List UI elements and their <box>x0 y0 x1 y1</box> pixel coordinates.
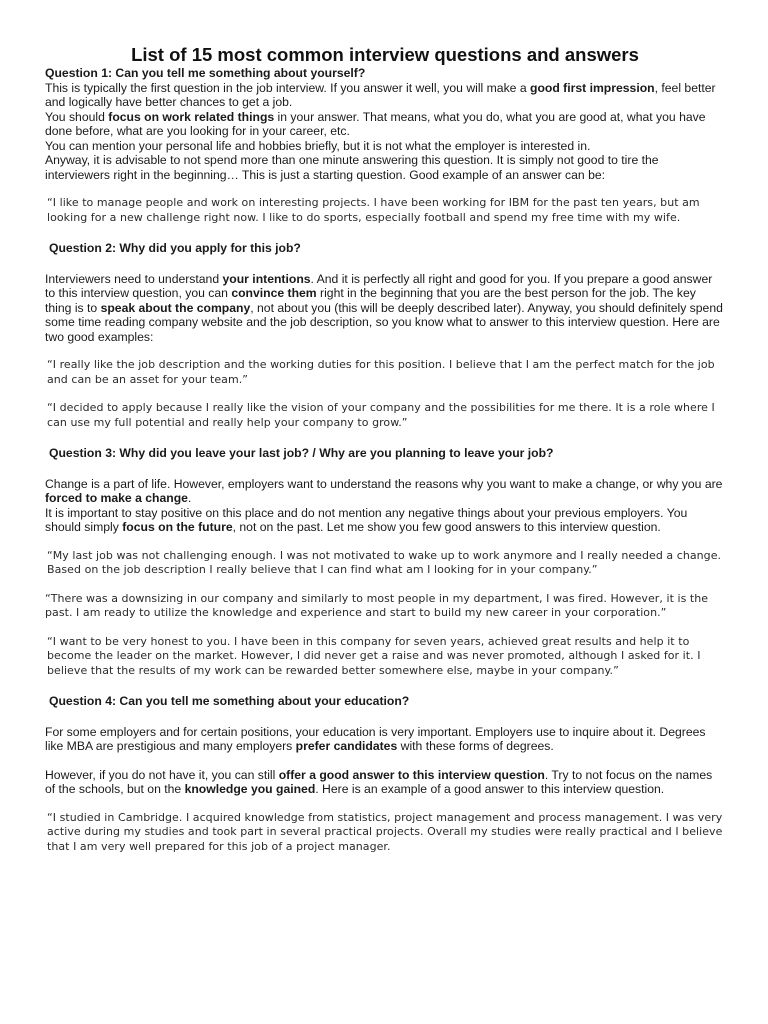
q3-paragraph-1 <box>45 477 725 506</box>
q3-example-answer-1: “My last job was not challenging enough. I was not motivated to wake up to work anymore and I really needed a change. Based on the job description I really believe that I can find what am I looking for in your company.” <box>47 548 722 576</box>
q3-example-answer-3: “I want to be very honest to you. I have been in this company for seven years, achieved great results and help it to become the leader on the market. However, I did never get a raise and was never promoted, although I asked for it. I believe that the results of my work can be rewarded better somewhere else, maybe in your company.” <box>47 634 701 677</box>
q3-example-answer-2: “There was a downsizing in our company and similarly to most people in my department, I was fired. However, it is the past. I am ready to utilize the knowledge and experience and start to build my new career in your corporation.” <box>45 591 709 619</box>
q3-p1-bold: forced to make a change <box>45 491 188 505</box>
q1-p1-bold: good first impression <box>530 80 655 95</box>
document-title: List of 15 most common interview questions and answers <box>131 44 639 65</box>
q3-p2-text-a: It is important to stay positive on this place and do not mention any negative things about your previous employers. You should simply <box>45 505 688 534</box>
q2-p1-text-g: , not about you (this will be deeply described later). Anyway, you should definitely spend some time reading company website and the job description, so you know what to answer to this interview question. Here are two good examples: <box>45 300 723 344</box>
q4-p1-text-c: with these forms of degrees. <box>397 739 554 753</box>
q3-p2-bold: focus on the future <box>122 520 233 534</box>
question-4-heading: Question 4: Can you tell me something about your education? <box>49 694 410 708</box>
q2-p1-bold-2: convince them <box>231 286 317 300</box>
q4-p2-text-c: . Try to not focus on the names of the schools, but on the <box>45 767 713 796</box>
q4-p2-bold-2: knowledge you gained <box>184 782 316 796</box>
q2-paragraph-1 <box>45 272 725 345</box>
q1-example-answer: “I like to manage people and work on interesting projects. I have been working for IBM for the past ten years, but am looking for a new challenge right now. I like to do sports, especially football and spend my free time with my wife. <box>47 196 700 224</box>
document-page <box>45 44 725 854</box>
q4-p2-text-e: . Here is an example of a good answer to this interview question. <box>315 782 665 796</box>
q1-paragraph-1 <box>45 81 725 110</box>
q1-paragraph-4: Anyway, it is advisable to not spend more than one minute answering this question. It is simply not good to tire the interviewers right in the beginning… This is just a starting question. Good example of an answer can be: <box>45 153 659 182</box>
q2-p1-text-e: right in the beginning that you are the best person for the job. The key thing is to <box>45 286 696 315</box>
q2-example-answer-2: “I decided to apply because I really like the vision of your company and the possibilities for me there. It is a role where I can use my full potential and really help your company to grow.” <box>47 401 715 429</box>
q2-p1-bold-3: speak about the company <box>100 300 251 315</box>
question-2-heading: Question 2: Why did you apply for this job? <box>49 241 301 255</box>
q4-paragraph-2 <box>45 768 725 797</box>
q4-example-answer: “I studied in Cambridge. I acquired knowledge from statistics, project management and process management. I was very active during my studies and took part in several practical projects. Overall my studies were really practical and I believe that I am very well prepared for this job of a project manager. <box>47 810 723 853</box>
q1-p2-text-a: You should <box>45 109 109 124</box>
q4-p2-text-a: However, if you do not have it, you can still <box>45 767 279 782</box>
q3-paragraph-2 <box>45 506 725 535</box>
q4-paragraph-1 <box>45 725 725 754</box>
q2-p1-text-c: . And it is perfectly all right and good for you. If you prepare a good answer to this interview question, you can <box>45 271 713 300</box>
q3-p2-text-c: , not on the past. Let me show you few good answers to this interview question. <box>232 520 661 534</box>
q3-p1-text-c: . <box>187 491 192 505</box>
q4-p1-text-a: For some employers and for certain positions, your education is very important. Employers use to inquire about it. Degrees like MBA are prestigious and many employers <box>45 724 706 753</box>
q1-p2-text-c: in your answer. That means, what you do, what you are good at, what you have done before, what are you looking for in your career, etc. <box>45 109 706 138</box>
q4-p1-bold: prefer candidates <box>295 739 398 753</box>
q1-paragraph-2 <box>45 110 725 139</box>
q4-p2-bold-1: offer a good answer to this interview question <box>278 767 545 782</box>
q1-p1-text-a: This is typically the first question in the job interview. If you answer it well, you will make a <box>45 80 530 95</box>
q2-example-answer-1: “I really like the job description and the working duties for this position. I believe that I am the perfect match for the job and can be an asset for your team.” <box>47 358 715 386</box>
q2-p1-bold-1: your intentions <box>222 271 311 286</box>
q1-p2-bold: focus on work related things <box>108 109 275 124</box>
question-1-heading: Question 1: Can you tell me something about yourself? <box>45 66 366 80</box>
q1-paragraph-3: You can mention your personal life and hobbies briefly, but it is not what the employer is interested in. <box>45 138 591 153</box>
q1-p1-text-c: , feel better and logically have better chances to get a job. <box>45 80 716 109</box>
q3-p1-text-a: Change is a part of life. However, employers want to understand the reasons why you want to make a change, or why you are <box>45 476 723 491</box>
q2-p1-text-a: Interviewers need to understand <box>45 271 223 286</box>
question-3-heading: Question 3: Why did you leave your last job? / Why are you planning to leave your job? <box>49 446 554 460</box>
